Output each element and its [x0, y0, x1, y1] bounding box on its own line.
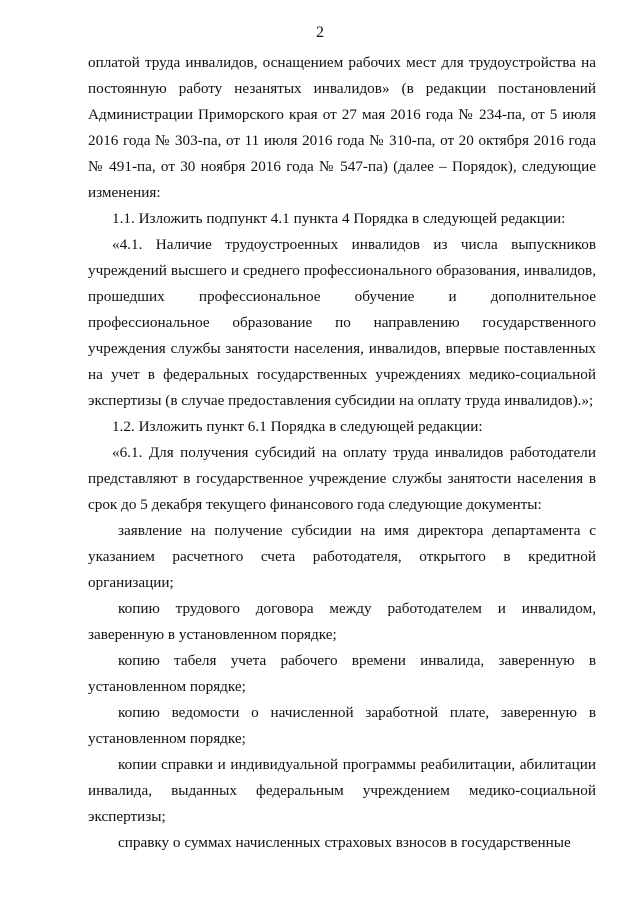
- paragraph-document-insurance: справку о суммах начисленных страховых взносов в государственные: [118, 834, 571, 851]
- document-body: [88, 50, 596, 856]
- paragraph-item-1-1: 1.1. Изложить подпункт 4.1 пункта 4 Порядка в следующей редакции:: [112, 210, 566, 227]
- paragraph-item-1-2: 1.2. Изложить пункт 6.1 Порядка в следующей редакции:: [112, 418, 483, 435]
- paragraph-quote-6-1: «6.1. Для получения субсидий на оплату труда инвалидов работодатели представляют в государственное учреждение службы занятости населения в срок до 5 декабря текущего финансового года следующие документы:: [88, 444, 596, 513]
- paragraph-document-rehabilitation: копии справки и индивидуальной программы реабилитации, абилитации инвалида, выданных федеральным учреждением медико-социальной экспертизы;: [88, 756, 596, 825]
- paragraph-document-payroll: копию ведомости о начисленной заработной плате, заверенную в установленном порядке;: [88, 704, 596, 747]
- paragraph-document-timesheet: копию табеля учета рабочего времени инвалида, заверенную в установленном порядке;: [88, 652, 596, 695]
- paragraph-quote-4-1: «4.1. Наличие трудоустроенных инвалидов из числа выпускников учреждений высшего и среднего профессионального образования, инвалидов, прошедших профессиональное обучение и дополнительное профессиональное образование по направлению государственного учреждения службы занятости населения, инвалидов, впервые поставленных на учет в федеральных государственных учреждениях медико-социальной экспертизы (в случае предоставления субсидии на оплату труда инвалидов).»;: [88, 236, 596, 409]
- paragraph-continuation: оплатой труда инвалидов, оснащением рабочих мест для трудоустройства на постоянную работу незанятых инвалидов» (в редакции постановлений Администрации Приморского края от 27 мая 2016 года № 234-па, от 5 июля 2016 года № 303-па, от 11 июля 2016 года № 310-па, от 20 октября 2016 года № 491-па, от 30 ноября 2016 года № 547-па) (далее – Порядок), следующие изменения:: [88, 54, 596, 201]
- paragraph-document-contract: копию трудового договора между работодателем и инвалидом, заверенную в установленном порядке;: [88, 600, 596, 643]
- page-number: 2: [316, 24, 324, 41]
- paragraph-document-application: заявление на получение субсидии на имя директора департамента с указанием расчетного счета работодателя, открытого в кредитной организации;: [88, 522, 596, 591]
